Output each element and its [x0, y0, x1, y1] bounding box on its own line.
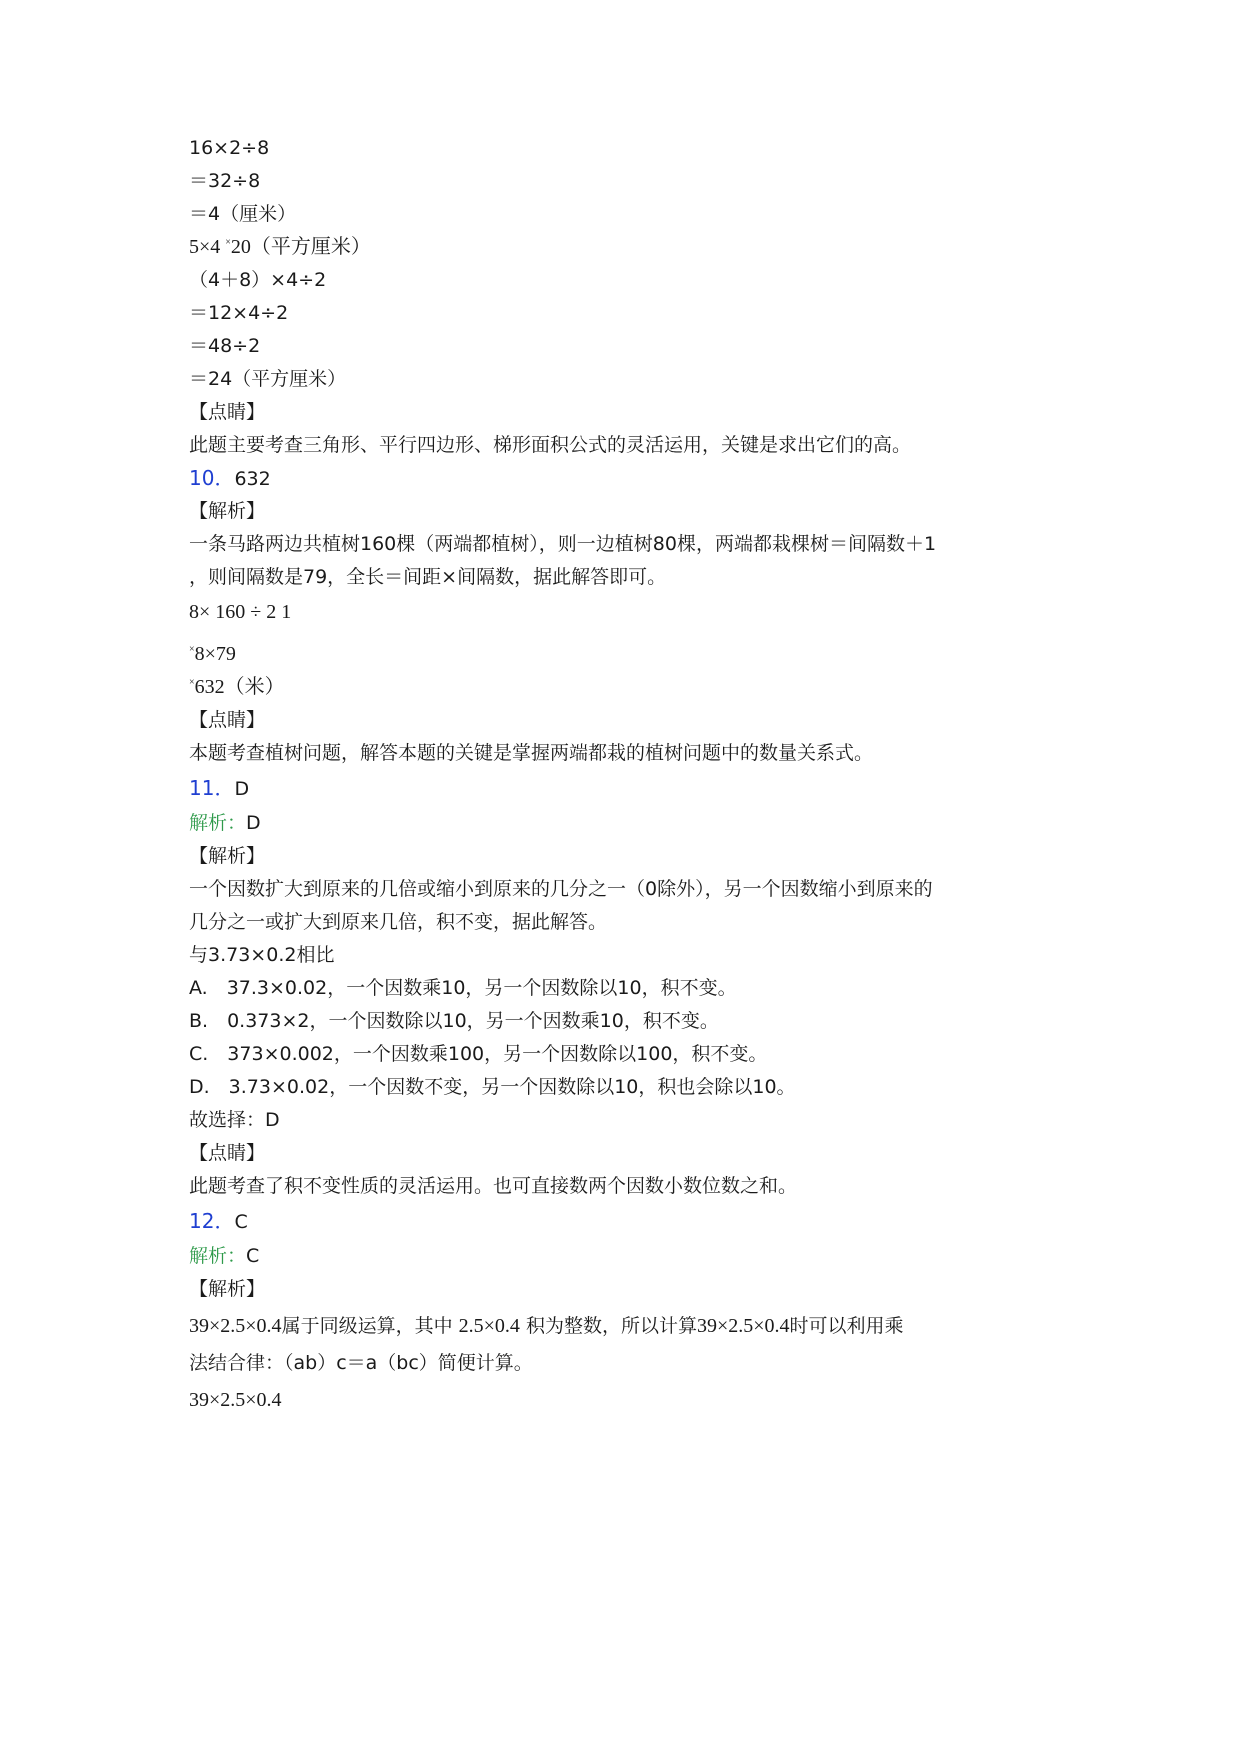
question-header	[189, 1208, 248, 1235]
question-number: 11．	[189, 776, 235, 800]
calc-line: （4＋8）×4÷2	[189, 269, 327, 291]
section-heading: 【点睛】	[189, 709, 266, 731]
section-heading: 【解析】	[189, 1278, 266, 1300]
formula-artifact: ×	[225, 237, 231, 248]
option-a: A. 37.3×0.02，一个因数乘10，另一个因数除以10，积不变。	[189, 977, 737, 999]
paragraph: 一个因数扩大到原来的几倍或缩小到原来的几分之一（0除外），另一个因数缩小到原来的	[189, 878, 933, 900]
answer-hint	[189, 1243, 259, 1269]
paragraph: 此题考查了积不变性质的灵活运用。也可直接数两个因数小数位数之和。	[189, 1175, 798, 1197]
hint-label: 解析：	[189, 812, 247, 834]
formula-part: 39×2.5×0.4	[696, 1315, 790, 1337]
calc-line: 16×2÷8	[189, 137, 270, 159]
text-part: 属于同级运算，其中	[281, 1315, 453, 1337]
formula-artifact: ×	[189, 644, 195, 655]
paragraph: 此题主要考查三角形、平行四边形、梯形面积公式的灵活运用，关键是求出它们的高。	[189, 434, 912, 456]
paragraph: 与3.73×0.2相比	[189, 944, 335, 966]
formula-part: 5×4	[189, 236, 221, 258]
section-heading: 【解析】	[189, 845, 266, 867]
question-answer: C	[234, 1211, 248, 1233]
calc-line: ＝12×4÷2	[189, 302, 289, 324]
formula-line	[189, 234, 371, 264]
formula-artifact: ×	[189, 677, 195, 688]
formula-line	[189, 641, 236, 671]
formula-part: 632（米）	[194, 676, 285, 698]
formula-line: 8× 160 ÷ 2 1	[189, 601, 292, 623]
hint-label: 解析：	[189, 1245, 247, 1267]
formula-part: 8×79	[194, 643, 236, 665]
answer-hint	[189, 810, 261, 836]
section-heading: 【解析】	[189, 500, 266, 522]
paragraph: 故选择：D	[189, 1109, 280, 1131]
formula-part: 39×2.5×0.4	[189, 1315, 282, 1337]
paragraph: 几分之一或扩大到原来几倍，积不变，据此解答。	[189, 911, 608, 933]
hint-value: D	[246, 812, 261, 834]
question-header	[189, 775, 249, 802]
question-header	[189, 465, 271, 492]
question-answer: 632	[234, 468, 271, 490]
paragraph: 一条马路两边共植树160棵（两端都植树），则一边植树80棵，两端都栽棵树＝间隔数＋1	[189, 533, 937, 555]
paragraph: 法结合律：（ab）c＝a（bc）简便计算。	[189, 1352, 533, 1374]
text-part: 时可以利用乘	[789, 1315, 904, 1337]
formula-part: 20（平方厘米）	[230, 236, 371, 258]
paragraph: 本题考查植树问题，解答本题的关键是掌握两端都栽的植树问题中的数量关系式。	[189, 742, 874, 764]
hint-value: C	[246, 1245, 260, 1267]
calc-line: ＝4（厘米）	[189, 203, 297, 225]
option-c: C. 373×0.002，一个因数乘100，另一个因数除以100，积不变。	[189, 1043, 768, 1065]
paragraph	[189, 1313, 904, 1339]
calc-line: ＝48÷2	[189, 335, 261, 357]
calc-line: ＝24（平方厘米）	[189, 368, 347, 390]
question-number: 10．	[189, 466, 235, 490]
formula-line	[189, 674, 285, 704]
question-number: 12．	[189, 1209, 235, 1233]
option-d: D. 3.73×0.02，一个因数不变，另一个因数除以10，积也会除以10。	[189, 1076, 796, 1098]
formula-line: 39×2.5×0.4	[189, 1389, 282, 1411]
paragraph: ，则间隔数是79，全长＝间距×间隔数，据此解答即可。	[189, 566, 667, 588]
calc-line: ＝32÷8	[189, 170, 261, 192]
text-part: 积为整数，所以计算	[525, 1315, 697, 1337]
formula-part: 2.5×0.4	[458, 1315, 520, 1337]
section-heading: 【点睛】	[189, 401, 266, 423]
question-answer: D	[234, 778, 250, 800]
section-heading: 【点睛】	[189, 1142, 266, 1164]
option-b: B. 0.373×2，一个因数除以10，另一个因数乘10，积不变。	[189, 1010, 719, 1032]
